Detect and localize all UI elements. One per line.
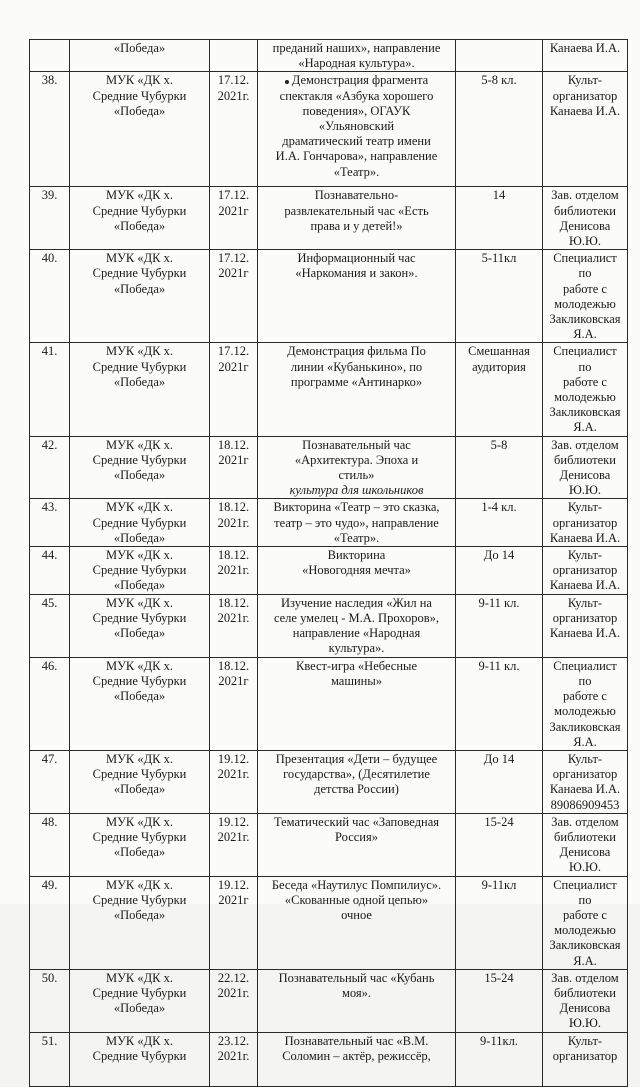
venue-cell bbox=[70, 1032, 210, 1086]
venue-cell-text: МУК «ДК х. Средние Чубурки «Победа» bbox=[92, 970, 187, 1016]
table-row bbox=[30, 499, 628, 547]
venue-cell-text: МУК «ДК х. Средние Чубурки «Победа» bbox=[92, 344, 187, 389]
date-cell-text: 17.12. 2021г bbox=[217, 188, 250, 218]
responsible-cell-text: Специалист по работе с молодежью Закликовская Я.А. bbox=[549, 658, 621, 749]
venue-cell bbox=[70, 547, 210, 595]
responsible-cell-text: Культ- организатор Канаева И.А. 89086909453 bbox=[549, 751, 621, 812]
row-number bbox=[30, 499, 70, 547]
event-cell bbox=[258, 547, 456, 595]
responsible-cell bbox=[543, 813, 628, 876]
row-number bbox=[30, 876, 70, 969]
audience-cell bbox=[456, 343, 543, 436]
audience-cell bbox=[456, 250, 543, 343]
responsible-cell-text: Культ- организатор Канаева И.А. bbox=[549, 73, 621, 118]
audience-cell bbox=[456, 547, 543, 595]
venue-cell-text: МУК «ДК х. Средние Чубурки «Победа» bbox=[92, 73, 187, 118]
audience-cell bbox=[456, 40, 543, 72]
date-cell bbox=[210, 657, 258, 750]
row-number-text: 48. bbox=[41, 814, 58, 829]
row-number bbox=[30, 813, 70, 876]
responsible-cell-text: Зав. отделом библиотеки Денисова Ю.Ю. bbox=[551, 814, 619, 875]
event-cell-text: Викторина «Театр – это сказка, театр – это чудо», направление «Театр». bbox=[273, 500, 440, 545]
venue-cell-text: МУК «ДК х. Средние Чубурки «Победа» bbox=[92, 595, 187, 641]
event-cell-text: Презентация «Дети – будущее государства», (Десятилетие детства России) bbox=[275, 751, 438, 797]
audience-cell-text: До 14 bbox=[483, 548, 515, 563]
event-cell bbox=[258, 657, 456, 750]
event-cell bbox=[258, 813, 456, 876]
event-cell-text: Квест-игра «Небесные машины» bbox=[295, 658, 417, 688]
audience-cell-text: 9-11 кл. bbox=[478, 595, 520, 610]
date-cell-text: 17.12. 2021г bbox=[217, 344, 250, 374]
responsible-cell bbox=[543, 187, 628, 250]
venue-cell bbox=[70, 343, 210, 436]
responsible-cell bbox=[543, 250, 628, 343]
table-row bbox=[30, 876, 628, 969]
date-cell-text: 19.12. 2021г bbox=[217, 877, 250, 907]
venue-cell-text: МУК «ДК х. Средние Чубурки «Победа» bbox=[92, 814, 187, 860]
venue-cell-text: МУК «ДК х. Средние Чубурки «Победа» bbox=[92, 188, 187, 233]
venue-cell-text: «Победа» bbox=[113, 41, 166, 55]
date-cell bbox=[210, 436, 258, 499]
audience-cell-text: 5-11кл bbox=[481, 251, 517, 266]
event-cell-text: Познавательный час «Архитектура. Эпоха и стиль» bbox=[294, 437, 419, 483]
venue-cell bbox=[70, 187, 210, 250]
row-number-text: 42. bbox=[41, 437, 58, 452]
bullet-mark bbox=[285, 80, 289, 84]
venue-cell bbox=[70, 250, 210, 343]
venue-cell-text: МУК «ДК х. Средние Чубурки bbox=[92, 1033, 187, 1063]
row-number-text: 40. bbox=[41, 251, 58, 266]
row-number bbox=[30, 969, 70, 1032]
table-row bbox=[30, 72, 628, 187]
row-number-text: 43. bbox=[41, 500, 58, 515]
audience-cell bbox=[456, 499, 543, 547]
responsible-cell bbox=[543, 547, 628, 595]
event-cell-text: Тематический час «Заповедная Россия» bbox=[273, 814, 440, 844]
audience-cell-text: 1-4 кл. bbox=[481, 500, 517, 515]
event-cell bbox=[258, 594, 456, 657]
table-row bbox=[30, 436, 628, 499]
responsible-cell bbox=[543, 40, 628, 72]
event-plan-table bbox=[29, 39, 628, 1087]
event-cell-text: Изучение наследия «Жил на селе умелец - М.А. Прохоров», направление «Народная культура». bbox=[273, 595, 440, 656]
responsible-cell bbox=[543, 1032, 628, 1086]
audience-cell bbox=[456, 187, 543, 250]
date-cell bbox=[210, 969, 258, 1032]
row-number bbox=[30, 657, 70, 750]
responsible-cell-text: Культ- организатор Канаева И.А. bbox=[549, 500, 621, 545]
row-number-text: 47. bbox=[41, 751, 58, 766]
responsible-cell-text: Культ- организатор bbox=[552, 1033, 618, 1063]
event-cell-text: Познавательно- развлекательный час «Есть права и у детей!» bbox=[284, 188, 429, 233]
event-cell-text: Беседа «Наутилус Помпилиус». «Скованные одной цепью» очное bbox=[271, 877, 442, 922]
audience-cell bbox=[456, 594, 543, 657]
audience-cell-text: До 14 bbox=[483, 751, 515, 766]
event-cell-text: Познавательный час «В.М. Соломин – актёр, режиссёр, bbox=[282, 1033, 431, 1063]
responsible-cell-text: Зав. отделом библиотеки Денисова Ю.Ю. bbox=[551, 437, 619, 498]
table-row bbox=[30, 187, 628, 250]
venue-cell bbox=[70, 813, 210, 876]
responsible-cell bbox=[543, 499, 628, 547]
date-cell-text: 18.12. 2021г. bbox=[217, 548, 250, 578]
responsible-cell-text: Канаева И.А. bbox=[549, 41, 621, 55]
responsible-cell bbox=[543, 343, 628, 436]
venue-cell-text: МУК «ДК х. Средние Чубурки «Победа» bbox=[92, 500, 187, 545]
venue-cell-text: МУК «ДК х. Средние Чубурки «Победа» bbox=[92, 751, 187, 797]
row-number-text: 46. bbox=[41, 658, 58, 673]
row-number-text: 39. bbox=[41, 188, 58, 203]
responsible-cell bbox=[543, 436, 628, 499]
date-cell bbox=[210, 72, 258, 187]
audience-cell bbox=[456, 1032, 543, 1086]
row-number-text: 50. bbox=[41, 970, 58, 985]
venue-cell bbox=[70, 499, 210, 547]
responsible-cell bbox=[543, 876, 628, 969]
row-number bbox=[30, 40, 70, 72]
table-row bbox=[30, 813, 628, 876]
event-cell-text: Демонстрация фильма По линии «Кубанькино», по программе «Антинарко» bbox=[287, 344, 426, 389]
event-cell bbox=[258, 876, 456, 969]
audience-cell bbox=[456, 436, 543, 499]
date-cell-text: 17.12. 2021г. bbox=[217, 73, 250, 103]
table-row bbox=[30, 547, 628, 595]
row-number bbox=[30, 594, 70, 657]
event-cell-text: Викторина «Новогодняя мечта» bbox=[302, 548, 411, 578]
row-number-text: 41. bbox=[41, 344, 58, 359]
row-number bbox=[30, 436, 70, 499]
date-cell bbox=[210, 594, 258, 657]
table-row bbox=[30, 1032, 628, 1086]
event-cell bbox=[258, 1032, 456, 1086]
venue-cell bbox=[70, 594, 210, 657]
table-row bbox=[30, 750, 628, 813]
responsible-cell-text: Специалист по работе с молодежью Закликовская Я.А. bbox=[549, 251, 621, 342]
table-row bbox=[30, 969, 628, 1032]
venue-cell bbox=[70, 72, 210, 187]
audience-cell-text: 15-24 bbox=[484, 814, 514, 829]
table-row bbox=[30, 343, 628, 436]
event-cell bbox=[258, 750, 456, 813]
date-cell bbox=[210, 343, 258, 436]
event-cell-text: преданий наших», направление «Народная культура». bbox=[272, 41, 441, 71]
date-cell-text: 18.12. 2021г bbox=[217, 437, 250, 467]
row-number bbox=[30, 750, 70, 813]
date-cell bbox=[210, 750, 258, 813]
responsible-cell bbox=[543, 969, 628, 1032]
date-cell-text: 17.12. 2021г bbox=[217, 251, 250, 281]
table-row bbox=[30, 40, 628, 72]
event-cell bbox=[258, 72, 456, 187]
date-cell-text: 22.12. 2021г. bbox=[217, 970, 250, 1000]
table-row bbox=[30, 250, 628, 343]
date-cell-text: 18.12. 2021г bbox=[217, 658, 250, 688]
audience-cell bbox=[456, 969, 543, 1032]
venue-cell bbox=[70, 750, 210, 813]
venue-cell bbox=[70, 876, 210, 969]
audience-cell bbox=[456, 813, 543, 876]
row-number-text: 51. bbox=[41, 1033, 58, 1048]
responsible-cell-text: Культ- организатор Канаева И.А. bbox=[549, 595, 621, 641]
responsible-cell bbox=[543, 72, 628, 187]
date-cell bbox=[210, 250, 258, 343]
row-number bbox=[30, 72, 70, 187]
venue-cell bbox=[70, 969, 210, 1032]
date-cell-text: 18.12. 2021г. bbox=[217, 595, 250, 625]
row-number bbox=[30, 1032, 70, 1086]
date-cell bbox=[210, 876, 258, 969]
venue-cell-text: МУК «ДК х. Средние Чубурки «Победа» bbox=[92, 658, 187, 704]
audience-cell-text: 5-8 кл. bbox=[481, 73, 517, 88]
event-cell bbox=[258, 969, 456, 1032]
event-cell bbox=[258, 187, 456, 250]
row-number-text: 38. bbox=[41, 73, 58, 88]
event-handwritten-note: культура для школьников bbox=[289, 483, 424, 498]
venue-cell bbox=[70, 657, 210, 750]
date-cell bbox=[210, 187, 258, 250]
responsible-cell-text: Зав. отделом библиотеки Денисова Ю.Ю. bbox=[551, 188, 619, 249]
date-cell-text: 18.12. 2021г. bbox=[217, 500, 250, 530]
date-cell-text: 23.12. 2021г. bbox=[217, 1033, 250, 1063]
responsible-cell bbox=[543, 750, 628, 813]
event-cell bbox=[258, 436, 456, 499]
audience-cell-text: 5-8 bbox=[490, 437, 508, 452]
event-cell-text: Информационный час «Наркомания и закон». bbox=[295, 251, 418, 281]
event-plan-body bbox=[30, 40, 628, 1087]
responsible-cell-text: Зав. отделом библиотеки Денисова Ю.Ю. bbox=[551, 970, 619, 1031]
row-number-text: 45. bbox=[41, 595, 58, 610]
date-cell bbox=[210, 499, 258, 547]
date-cell-text: 19.12. 2021г. bbox=[217, 814, 250, 844]
event-cell bbox=[258, 40, 456, 72]
responsible-cell-text: Специалист по работе с молодежью Закликовская Я.А. bbox=[549, 877, 621, 968]
event-cell bbox=[258, 250, 456, 343]
date-cell bbox=[210, 813, 258, 876]
row-number bbox=[30, 547, 70, 595]
venue-cell-text: МУК «ДК х. Средние Чубурки «Победа» bbox=[92, 548, 187, 593]
row-number-text: 44. bbox=[41, 548, 58, 563]
date-cell bbox=[210, 547, 258, 595]
date-cell-text: 19.12. 2021г. bbox=[217, 751, 250, 782]
date-cell bbox=[210, 1032, 258, 1086]
row-number-text: 49. bbox=[41, 877, 58, 892]
audience-cell-text: 9-11кл. bbox=[480, 1033, 518, 1048]
event-cell-text: Познавательный час «Кубань моя». bbox=[278, 970, 435, 1000]
date-cell bbox=[210, 40, 258, 72]
responsible-cell bbox=[543, 657, 628, 750]
venue-cell-text: МУК «ДК х. Средние Чубурки «Победа» bbox=[92, 877, 187, 922]
audience-cell-text: Смешанная аудитория bbox=[468, 344, 530, 374]
audience-cell bbox=[456, 876, 543, 969]
event-cell-text: Демонстрация фрагмента спектакля «Азбука хорошего поведения», ОГАУК «Ульяновский драматический театр имени И.А. Гончарова», направление «Театр». bbox=[275, 73, 438, 179]
responsible-cell bbox=[543, 594, 628, 657]
audience-cell bbox=[456, 750, 543, 813]
responsible-cell-text: Специалист по работе с молодежью Закликовская Я.А. bbox=[549, 344, 621, 435]
venue-cell-text: МУК «ДК х. Средние Чубурки «Победа» bbox=[92, 251, 187, 296]
row-number bbox=[30, 343, 70, 436]
audience-cell bbox=[456, 72, 543, 187]
responsible-cell-text: Культ- организатор Канаева И.А. bbox=[549, 548, 621, 593]
audience-cell bbox=[456, 657, 543, 750]
audience-cell-text: 15-24 bbox=[484, 970, 514, 985]
row-number bbox=[30, 187, 70, 250]
venue-cell-text: МУК «ДК х. Средние Чубурки «Победа» bbox=[92, 437, 187, 483]
audience-cell-text: 9-11кл bbox=[481, 877, 517, 892]
event-cell bbox=[258, 343, 456, 436]
venue-cell bbox=[70, 436, 210, 499]
row-number bbox=[30, 250, 70, 343]
audience-cell-text: 14 bbox=[492, 188, 506, 203]
venue-cell bbox=[70, 40, 210, 72]
table-row bbox=[30, 594, 628, 657]
audience-cell-text: 9-11 кл. bbox=[478, 658, 520, 673]
table-row bbox=[30, 657, 628, 750]
event-cell bbox=[258, 499, 456, 547]
